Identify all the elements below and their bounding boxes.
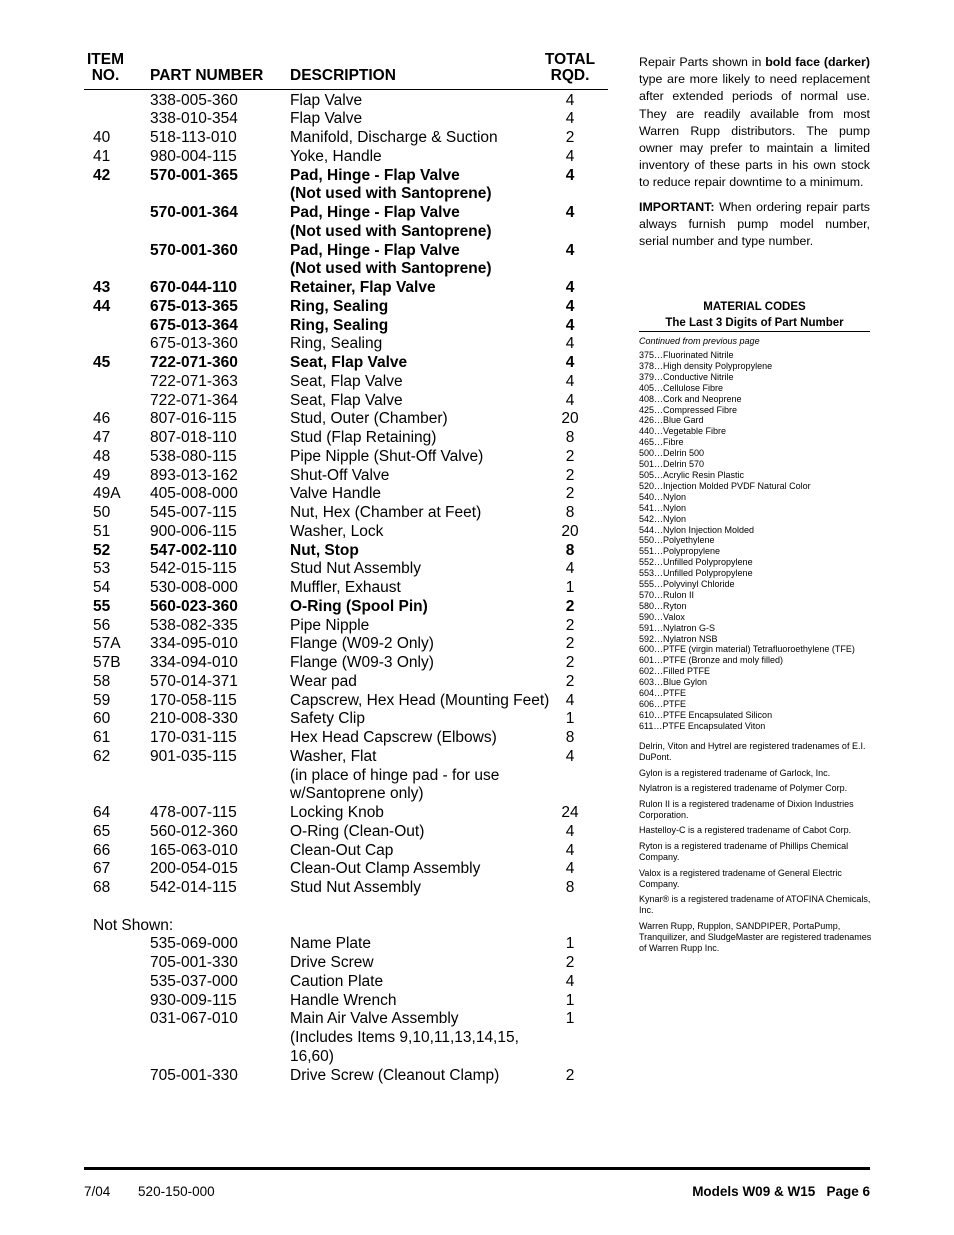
part-number: 170-058-115 [150,691,237,709]
table-row [93,429,613,448]
material-code-item: 541…Nylon [639,502,687,513]
item-number: 59 [93,691,111,709]
part-description: O-Ring (Spool Pin) [290,597,428,615]
item-number: 60 [93,710,111,728]
table-row [93,129,613,148]
quantity: 4 [565,354,575,371]
table-row [93,523,613,542]
quantity: 8 [565,504,575,521]
part-description: Clean-Out Clamp Assembly [290,860,481,878]
table-row [93,598,613,617]
part-description: Pipe Nipple [290,616,370,634]
quantity: 4 [565,391,575,409]
part-description: (Includes Items 9,10,11,13,14,15, [290,1029,519,1046]
table-row [93,1048,613,1067]
trademark-note: Ryton is a registered tradename of Phillips Chemical Company. [639,840,849,862]
trademark-note: Delrin, Viton and Hytrel are registered tradenames of E.I. DuPont. [639,741,866,762]
part-number: 538-082-335 [150,616,238,634]
material-code-item: 375…Fluorinated Nitrile [639,350,734,360]
item-number: 54 [93,579,111,596]
intro-paragraph [639,54,870,192]
table-row [93,204,613,223]
parts-table-header [84,52,608,90]
material-code-item: 379…Conductive Nitrile [639,371,734,382]
part-description: (Not used with Santoprene) [290,222,492,240]
header-total-line1: TOTAL [544,51,596,68]
table-row [93,467,613,486]
quantity: 2 [565,466,575,484]
quantity: 4 [565,279,575,296]
material-code-item: 501…Delrin 570 [639,459,705,470]
material-code-item: 603…Blue Gylon [639,677,708,688]
material-code-item: 590…Valox [639,611,685,622]
part-number: 807-018-110 [150,429,237,446]
quantity: 20 [561,522,579,540]
part-number: 901-035-115 [150,747,237,765]
part-description: Seat, Flap Valve [290,354,408,371]
quantity: 4 [565,335,575,353]
quantity: 2 [565,129,575,146]
important-label: IMPORTANT: [639,199,715,214]
item-number: 40 [93,129,111,146]
part-description: Flange (W09-3 Only) [290,654,434,671]
table-row [93,335,613,354]
table-row [93,148,613,167]
material-code-item: 540…Nylon [639,491,687,502]
trademark-note: Gylon is a registered tradename of Garlock, Inc. [639,767,831,778]
part-description: Shut-Off Valve [290,466,390,484]
item-number: 57A [93,635,121,653]
part-number: 705-001-330 [150,1066,238,1084]
material-code-item: 544…Nylon Injection Molded [639,524,755,535]
part-number: 210-008-330 [150,710,238,728]
part-description: Locking Knob [290,804,384,821]
part-number: 570-001-365 [150,166,238,184]
part-description: Drive Screw (Cleanout Clamp) [290,1066,500,1084]
material-codes-heading [639,299,870,331]
item-number: 48 [93,447,111,465]
part-description: Stud Nut Assembly [290,879,421,896]
table-row [93,485,613,504]
table-row [93,1067,613,1086]
table-row [93,298,613,317]
material-code-item: 552…Unfilled Polypropylene [639,557,753,568]
trademark-note: Warren Rupp, Rupplon, SANDPIPER, PortaPump, Tranquilizer, and SludgeMaster are registered tradenames of Warren Rupp Inc. [639,920,872,953]
quantity: 2 [565,954,575,971]
table-row [93,898,613,917]
part-description: Ring, Sealing [290,297,389,315]
part-number: 722-071-364 [150,391,238,409]
material-code-item: 405…Cellulose Fibre [639,382,724,393]
table-row [93,804,613,823]
quantity: 2 [565,485,575,503]
item-number: 42 [93,166,111,184]
table-row [93,317,613,336]
part-description: Valve Handle [290,485,382,503]
section-label: Not Shown: [93,916,174,934]
part-description: Pad, Hinge - Flap Valve [290,204,460,221]
quantity: 1 [565,710,575,728]
material-codes-continued: Continued from previous page [639,336,760,346]
material-code-item: 570…Rulon II [639,589,695,600]
trademark-note: Valox is a registered tradename of General Electric Company. [639,867,842,889]
trademark-note: Kynar® is a registered tradename of ATOFINA Chemicals, Inc. [639,894,871,916]
item-number: 55 [93,597,111,615]
table-row [93,992,613,1011]
part-number: 478-007-115 [150,804,237,821]
material-code-item: 580…Ryton [639,600,687,611]
table-row [93,560,613,579]
footer-left [84,1184,215,1199]
part-number: 518-113-010 [150,129,237,146]
quantity: 24 [561,804,579,821]
part-description: Stud, Outer (Chamber) [290,410,448,428]
table-row [93,917,613,936]
material-code-item: 465…Fibre [639,437,684,448]
part-description: Seat, Flap Valve [290,391,403,409]
quantity: 2 [565,616,575,634]
part-description: Main Air Valve Assembly [290,1010,459,1028]
table-row [93,673,613,692]
item-number: 45 [93,354,111,371]
table-row [93,635,613,654]
table-row [93,279,613,298]
table-row [93,935,613,954]
quantity: 2 [565,672,575,690]
material-code-item: 440…Vegetable Fibre [639,426,727,437]
part-description: Muffler, Exhaust [290,579,401,596]
item-number: 43 [93,279,111,296]
part-number: 560-023-360 [150,597,238,615]
table-row [93,617,613,636]
part-number: 338-010-354 [150,110,238,128]
material-code-item: 592…Nylatron NSB [639,633,718,644]
part-description: Wear pad [290,672,357,690]
quantity: 8 [565,541,575,559]
quantity: 4 [565,691,575,709]
quantity: 8 [565,429,575,446]
quantity: 4 [565,560,575,578]
item-number: 56 [93,616,111,634]
material-code-item: 378…High density Polypropylene [639,360,773,371]
part-number: 031-067-010 [150,1010,238,1028]
part-number: 570-001-360 [150,241,238,259]
part-number: 535-037-000 [150,972,238,990]
table-row [93,410,613,429]
footer-divider [84,1167,870,1170]
table-row [93,448,613,467]
quantity: 2 [565,597,575,615]
part-number: 893-013-162 [150,466,238,484]
quantity: 2 [565,447,575,465]
part-description: Stud (Flap Retaining) [290,429,437,446]
part-number: 670-044-110 [150,279,238,296]
material-code-item: 542…Nylon [639,513,687,524]
part-number: 570-001-364 [150,204,238,221]
part-description: Flange (W09-2 Only) [290,635,434,653]
quantity: 1 [565,991,575,1009]
quantity: 4 [565,166,575,184]
part-description: Clean-Out Cap [290,841,394,859]
trademark-note: Hastelloy-C is a registered tradename of Cabot Corp. [639,825,852,836]
quantity: 4 [565,372,575,390]
item-number: 49 [93,466,111,484]
part-description: (Not used with Santoprene) [290,185,492,203]
part-number: 200-054-015 [150,860,238,878]
footer-model-page: Models W09 & W15 Page 6 [692,1184,870,1199]
material-code-item: 555…Polyvinyl Chloride [639,579,735,590]
quantity: 1 [565,1010,575,1028]
item-number: 51 [93,522,111,540]
item-number: 65 [93,822,111,840]
header-description: DESCRIPTION [290,67,396,84]
part-description: Ring, Sealing [290,316,389,334]
material-code-item: 591…Nylatron G-S [639,622,716,633]
part-description: Washer, Lock [290,522,384,540]
material-code-item: 408…Cork and Neoprene [639,393,742,404]
table-row [93,954,613,973]
quantity: 4 [565,316,575,334]
part-number: 338-005-360 [150,91,238,109]
part-description: Pad, Hinge - Flap Valve [290,241,460,259]
quantity: 4 [565,841,575,859]
table-row [93,692,613,711]
table-row [93,504,613,523]
part-description: Nut, Hex (Chamber at Feet) [290,504,482,521]
part-description: Safety Clip [290,710,365,728]
material-code-item: 520…Injection Molded PVDF Natural Color [639,480,811,491]
part-number: 535-069-000 [150,935,238,953]
table-row [93,110,613,129]
important-text: When ordering repair parts always furnish pump model number, serial number and type number. [639,199,870,249]
quantity: 4 [565,91,575,109]
part-number: 165-063-010 [150,841,238,859]
part-number: 405-008-000 [150,485,238,503]
quantity: 4 [565,241,575,259]
item-number: 46 [93,410,111,428]
part-number: 722-071-363 [150,372,238,390]
quantity: 20 [561,410,579,428]
table-row [93,260,613,279]
part-description: Capscrew, Hex Head (Mounting Feet) [290,691,550,709]
material-code-item: 550…Polyethylene [639,535,715,546]
material-code-item: 505…Acrylic Resin Plastic [639,469,745,480]
quantity: 4 [565,972,575,990]
material-codes-subtitle: The Last 3 Digits of Part Number [665,317,844,329]
part-description: Ring, Sealing [290,335,383,353]
part-description: Pipe Nipple (Shut-Off Valve) [290,447,484,465]
table-row [93,167,613,186]
parts-table-body [93,92,613,1086]
part-description: Retainer, Flap Valve [290,279,436,296]
material-code-item: 425…Compressed Fibre [639,404,738,415]
item-number: 61 [93,729,111,746]
item-number: 68 [93,879,111,896]
part-description: Manifold, Discharge & Suction [290,129,498,146]
quantity: 2 [565,1066,575,1084]
part-description: Name Plate [290,935,371,953]
table-row [93,710,613,729]
header-item-line2: NO. [91,67,120,84]
trademark-note: Nylatron is a registered tradename of Polymer Corp. [639,783,848,794]
table-row [93,842,613,861]
part-number: 170-031-115 [150,729,237,746]
part-description: Washer, Flat [290,747,377,765]
part-number: 930-009-115 [150,991,237,1009]
part-number: 807-016-115 [150,410,237,428]
item-number: 53 [93,560,111,578]
table-row [93,542,613,561]
item-number: 41 [93,147,111,165]
intro-text-cont: type are more likely to need replacement after extended periods of normal use. They are readily available from most Warren Rupp distributors. The pump owner may prefer to maintain a limited inventory of these parts in his own stock to reduce repair downtime to a minimum. [639,72,870,190]
item-number: 66 [93,841,111,859]
header-item-line1: ITEM [87,51,125,68]
table-row [93,373,613,392]
table-row [93,354,613,373]
quantity: 4 [565,204,575,221]
table-row [93,785,613,804]
material-code-item: 426…Blue Gard [639,415,704,426]
quantity: 8 [565,879,575,896]
table-row [93,242,613,261]
part-number: 334-095-010 [150,635,238,653]
table-row [93,823,613,842]
trademark-note: Rulon II is a registered tradename of Dixion Industries Corporation. [639,798,854,820]
quantity: 4 [565,297,575,315]
table-row [93,973,613,992]
part-number: 722-071-360 [150,354,238,371]
quantity: 1 [565,935,575,953]
part-description: 16,60) [290,1047,334,1065]
table-row [93,185,613,204]
part-description: O-Ring (Clean-Out) [290,822,425,840]
part-number: 560-012-360 [150,822,238,840]
quantity: 2 [565,635,575,653]
table-row [93,92,613,111]
part-number: 542-014-115 [150,879,237,896]
quantity: 4 [565,822,575,840]
table-row [93,767,613,786]
part-description: Yoke, Handle [290,147,382,165]
table-row [93,729,613,748]
table-row [93,748,613,767]
header-total-rqd [539,52,601,84]
header-item-no [87,52,124,84]
item-number: 67 [93,860,111,878]
part-description: Stud Nut Assembly [290,560,421,578]
item-number: 57B [93,654,121,671]
table-row [93,879,613,898]
table-row [93,579,613,598]
quantity: 1 [565,579,575,596]
item-number: 58 [93,672,111,690]
footer-date: 7/04 [84,1184,111,1199]
material-code-item: 601…PTFE (Bronze and moly filled) [639,655,784,666]
quantity: 4 [565,110,575,128]
part-number: 530-008-000 [150,579,238,596]
material-code-item: 604…PTFE [639,688,687,699]
table-row [93,223,613,242]
part-description: Nut, Stop [290,541,359,559]
table-row [93,654,613,673]
part-description: Drive Screw [290,954,374,971]
quantity: 2 [565,654,575,671]
header-part-number: PART NUMBER [150,67,264,84]
part-number: 705-001-330 [150,954,238,971]
material-codes-divider [639,331,870,332]
material-code-item: 602…Filled PTFE [639,666,711,677]
quantity: 8 [565,729,575,746]
part-number: 675-013-364 [150,316,238,334]
part-number: 675-013-360 [150,335,238,353]
part-description: Flap Valve [290,110,363,128]
repair-parts-intro [639,54,870,257]
item-number: 64 [93,804,111,821]
material-code-item: 610…PTFE Encapsulated Silicon [639,709,773,720]
material-code-item: 600…PTFE (virgin material) Tetrafluoroethylene (TFE) [639,644,855,655]
part-description: Hex Head Capscrew (Elbows) [290,729,497,746]
part-number: 547-002-110 [150,541,238,559]
part-description: w/Santoprene only) [290,785,424,803]
part-description: Caution Plate [290,972,384,990]
item-number: 50 [93,504,111,521]
item-number: 44 [93,297,111,315]
table-row [93,860,613,879]
part-number: 542-015-115 [150,560,237,578]
item-number: 49A [93,485,121,503]
intro-text: Repair Parts shown in [639,55,766,69]
part-description: Handle Wrench [290,991,397,1009]
part-description: Pad, Hinge - Flap Valve [290,166,460,184]
material-code-item: 551…Polypropylene [639,546,721,557]
header-total-line2: RQD. [550,67,590,84]
quantity: 4 [565,747,575,765]
part-description: Seat, Flap Valve [290,372,403,390]
item-number: 52 [93,541,111,559]
part-number: 334-094-010 [150,654,238,671]
part-number: 675-013-365 [150,297,238,315]
part-description: (in place of hinge pad - for use [290,766,500,784]
material-code-item: 606…PTFE [639,699,687,709]
table-row [93,1029,613,1048]
part-number: 900-006-115 [150,522,237,540]
item-number: 62 [93,747,111,765]
material-codes-list [639,350,874,732]
part-number: 980-004-115 [150,147,237,165]
trademark-notes [639,741,874,958]
part-number: 545-007-115 [150,504,237,521]
part-description: Flap Valve [290,91,363,109]
material-code-item: 611…PTFE Encapsulated Viton [639,720,766,731]
important-paragraph [639,199,870,251]
intro-bold-text: bold face (darker) [765,55,870,69]
part-description: (Not used with Santoprene) [290,260,492,278]
table-row [93,1010,613,1029]
quantity: 4 [565,860,575,878]
material-code-item: 553…Unfilled Polypropylene [639,568,753,579]
part-number: 570-014-371 [150,672,238,690]
material-code-item: 500…Delrin 500 [639,448,705,459]
part-number: 538-080-115 [150,447,237,465]
table-row [93,392,613,411]
material-codes-title: MATERIAL CODES [703,301,806,313]
footer-doc-number: 520-150-000 [138,1184,215,1199]
quantity: 4 [565,147,575,165]
item-number: 47 [93,429,111,446]
